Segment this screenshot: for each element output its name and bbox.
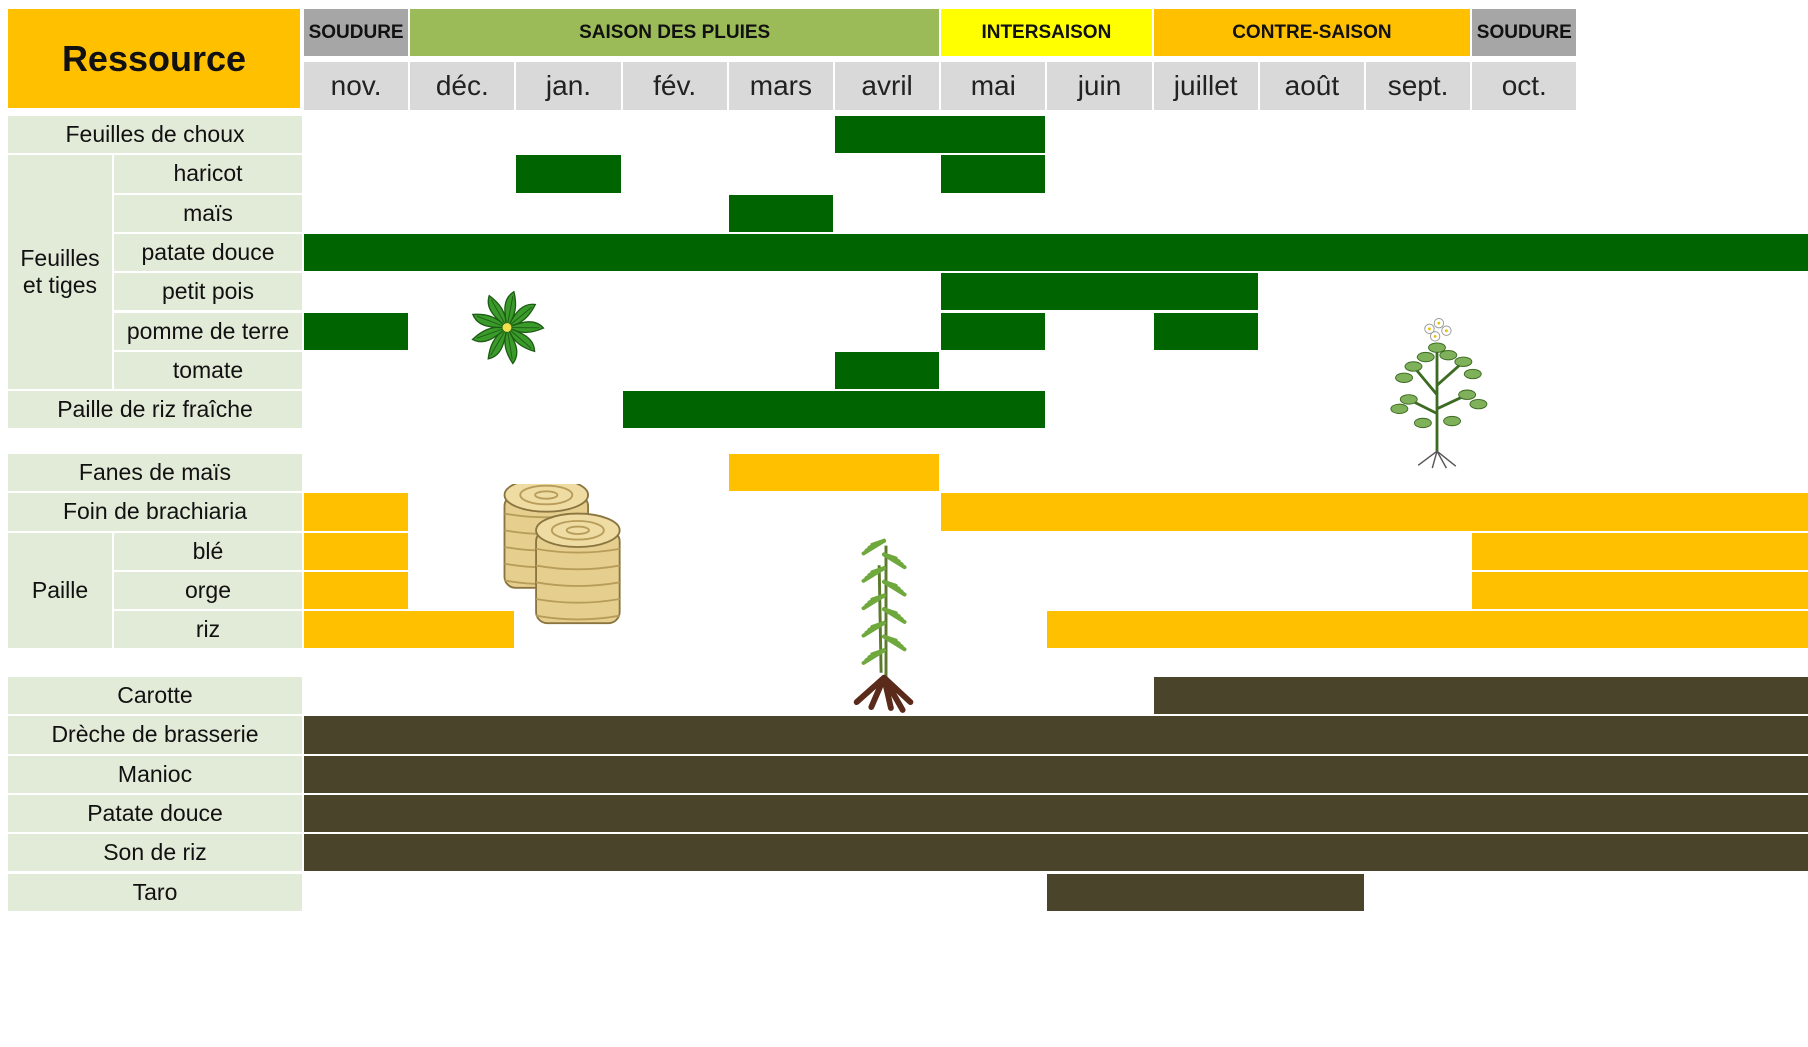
resource-label-son-de-riz: Son de riz — [8, 834, 302, 871]
resource-label-manioc: Manioc — [8, 756, 302, 793]
resource-label-patate-douce: patate douce — [114, 234, 302, 271]
group-label: Paille — [8, 533, 112, 649]
resource-label-paille-de-riz-fraiche: Paille de riz fraîche — [8, 391, 302, 428]
availability-bar — [941, 493, 1808, 530]
sweet-potato-leaf-illustration — [452, 285, 562, 370]
resource-label-dreche-de-brasserie: Drèche de brasserie — [8, 716, 302, 753]
availability-bar — [1472, 533, 1808, 570]
season-header: SOUDURE — [304, 9, 408, 56]
availability-bar — [623, 391, 1046, 428]
availability-bar — [1154, 313, 1258, 350]
availability-bar — [304, 611, 514, 648]
availability-bar — [516, 155, 620, 192]
availability-bar — [835, 352, 939, 389]
resource-label-petit-pois: petit pois — [114, 273, 302, 310]
availability-bar — [1047, 611, 1808, 648]
season-header: SOUDURE — [1472, 9, 1576, 56]
month-header: fév. — [623, 62, 727, 110]
resource-label-orge: orge — [114, 572, 302, 609]
month-header: nov. — [304, 62, 408, 110]
availability-bar — [304, 716, 1808, 753]
resource-label-mais: maïs — [114, 195, 302, 232]
season-header: INTERSAISON — [941, 9, 1151, 56]
availability-bar — [304, 572, 408, 609]
availability-bar — [304, 234, 1808, 271]
potato-plant-illustration — [1378, 310, 1496, 470]
resource-label-tomate: tomate — [114, 352, 302, 389]
resource-label-foin-de-brachiaria: Foin de brachiaria — [8, 493, 302, 530]
availability-bar — [729, 454, 939, 491]
resource-label-ble: blé — [114, 533, 302, 570]
season-header: SAISON DES PLUIES — [410, 9, 939, 56]
straw-bales-illustration — [498, 484, 628, 636]
cassava-plant-illustration — [842, 524, 930, 714]
month-header: jan. — [516, 62, 620, 110]
resource-label-taro: Taro — [8, 874, 302, 911]
month-header: avril — [835, 62, 939, 110]
availability-bar — [941, 313, 1045, 350]
availability-bar — [941, 273, 1258, 310]
month-header: sept. — [1366, 62, 1470, 110]
resource-label-carotte: Carotte — [8, 677, 302, 714]
resource-label-feuilles-de-choux: Feuilles de choux — [8, 116, 302, 153]
availability-bar — [729, 195, 833, 232]
availability-bar — [304, 756, 1808, 793]
resource-label-fanes-de-mais: Fanes de maïs — [8, 454, 302, 491]
resource-header: Ressource — [8, 9, 300, 108]
availability-bar — [1154, 677, 1808, 714]
availability-bar — [1472, 572, 1808, 609]
month-header: déc. — [410, 62, 514, 110]
resource-label-riz: riz — [114, 611, 302, 648]
resource-label-haricot: haricot — [114, 155, 302, 192]
resource-label-pomme-de-terre: pomme de terre — [114, 313, 302, 350]
availability-bar — [304, 834, 1808, 871]
resource-label-patate-douce: Patate douce — [8, 795, 302, 832]
availability-bar — [304, 493, 408, 530]
month-header: août — [1260, 62, 1364, 110]
month-header: juillet — [1154, 62, 1258, 110]
season-header: CONTRE-SAISON — [1154, 9, 1471, 56]
group-label: Feuilles et tiges — [8, 155, 112, 389]
month-header: juin — [1047, 62, 1151, 110]
availability-bar — [304, 795, 1808, 832]
availability-bar — [835, 116, 1045, 153]
availability-bar — [304, 313, 408, 350]
month-header: mai — [941, 62, 1045, 110]
month-header: oct. — [1472, 62, 1576, 110]
availability-bar — [304, 533, 408, 570]
month-header: mars — [729, 62, 833, 110]
availability-bar — [1047, 874, 1364, 911]
availability-bar — [941, 155, 1045, 192]
